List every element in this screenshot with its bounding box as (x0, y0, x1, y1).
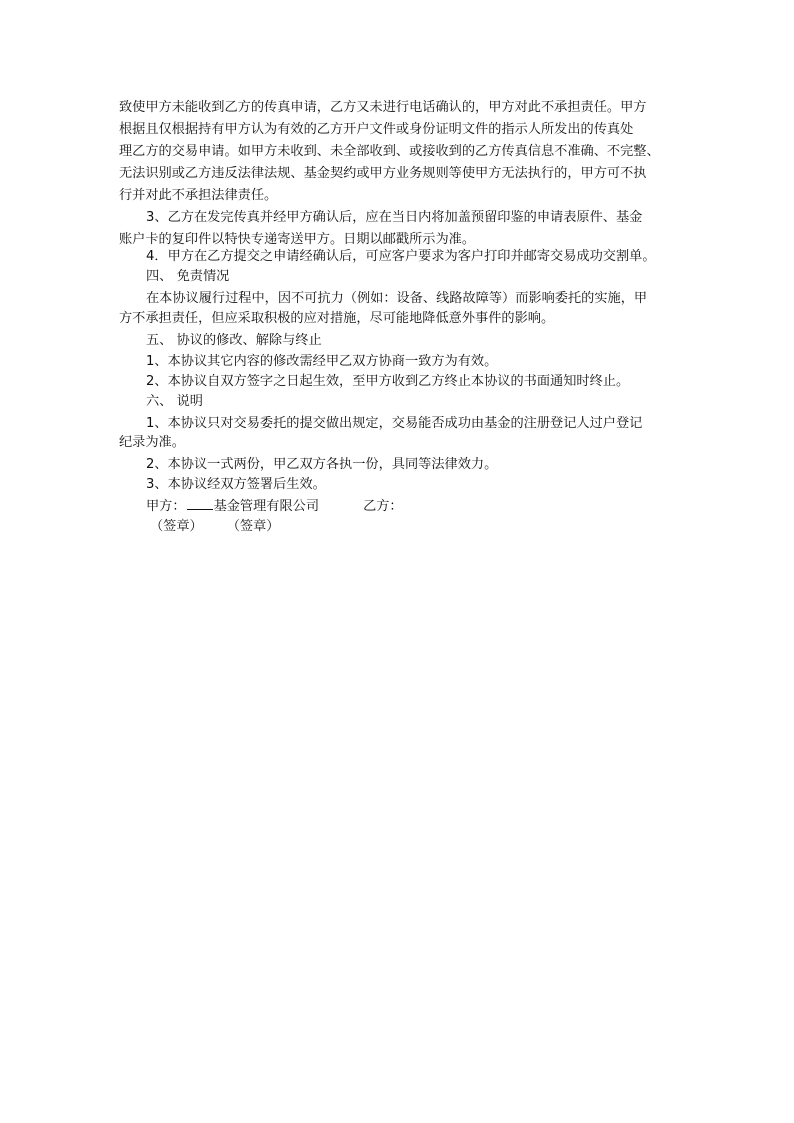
body-line: 致使甲方未能收到乙方的传真申请，乙方又未进行电话确认的，甲方对此不承担责任。甲方 (119, 100, 647, 115)
party-a-name: 基金管理有限公司 (213, 499, 320, 514)
body-line: 3、乙方在发完传真并经甲方确认后，应在当日内将加盖预留印鉴的申请表原件、基金 (146, 210, 643, 225)
party-b-label: 乙方： (363, 499, 403, 514)
body-line: 2、本协议一式两份，甲乙双方各执一份，具同等法律效力。 (146, 457, 498, 472)
body-line: 行并对此不承担法律责任。 (119, 188, 278, 203)
body-line: 1、本协议其它内容的修改需经甲乙双方协商一致方为有效。 (146, 354, 498, 369)
body-line: 4．甲方在乙方提交之申请经确认后，可应客户要求为客户打印并邮寄交易成功交割单。 (146, 249, 656, 264)
blank-underline (187, 495, 213, 510)
body-line: 方不承担责任，但应采取积极的应对措施，尽可能地降低意外事件的影响。 (119, 311, 555, 326)
body-line: 理乙方的交易申请。如甲方未收到、未全部收到、或接收到的乙方传真信息不准确、不完整、 (119, 144, 660, 159)
body-line: 2、本协议自双方签字之日起生效，至甲方收到乙方终止本协议的书面通知时终止。 (146, 374, 630, 389)
body-line: 根据且仅根据持有甲方认为有效的乙方开户文件或身份证明文件的指示人所发出的传真处 (119, 122, 634, 137)
body-line: 账户卡的复印件以特快专递寄送甲方。日期以邮戳所示为准。 (119, 232, 476, 247)
seal-a: （签章） (150, 519, 203, 534)
seal-b: （签章） (226, 519, 280, 534)
body-line: 1、本协议只对交易委托的提交做出规定，交易能否成功由基金的注册登记人过户登记 (146, 416, 643, 431)
body-line: 在本协议履行过程中，因不可抗力（例如：设备、线路故障等）而影响委托的实施，甲 (146, 291, 648, 306)
party-a-label: 甲方： (146, 499, 186, 514)
body-line: 纪录为准。 (119, 435, 185, 450)
section-heading: 六、 说明 (146, 394, 203, 409)
body-line: 3、本协议经双方签署后生效。 (146, 477, 326, 492)
section-heading: 五、 协议的修改、解除与终止 (146, 333, 322, 348)
signature-line (146, 495, 403, 516)
seal-line (150, 516, 280, 537)
section-heading: 四、 免责情况 (146, 269, 230, 284)
body-line: 无法识别或乙方违反法律法规、基金契约或甲方业务规则等使甲方无法执行的，甲方可不执 (119, 166, 647, 181)
